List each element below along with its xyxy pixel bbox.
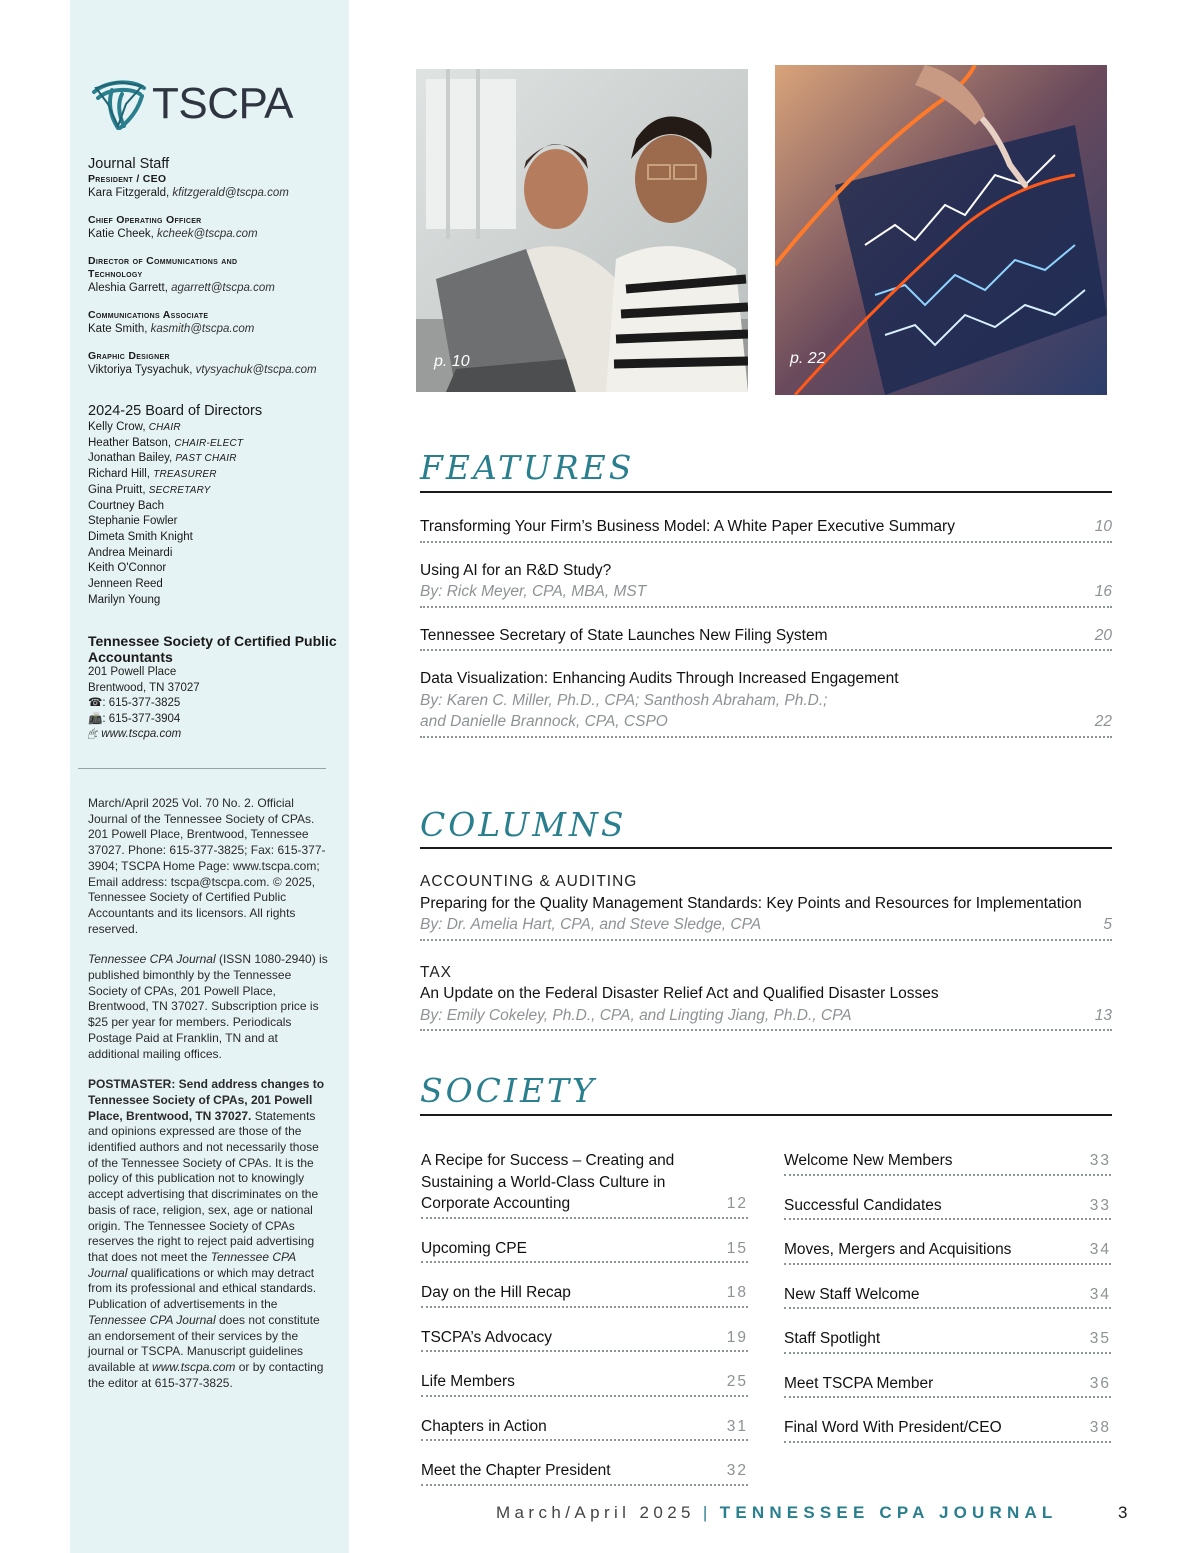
staff-role: Graphic Designer	[88, 350, 170, 362]
toc-entry[interactable]	[420, 871, 1112, 941]
staff-email[interactable]: vtysyachuk@tscpa.com	[195, 364, 317, 376]
footer-separator: |	[702, 1503, 712, 1522]
toc-entry[interactable]	[421, 1238, 748, 1264]
toc-entry[interactable]	[784, 1239, 1111, 1265]
entry-byline: By: Dr. Amelia Hart, CPA, and Steve Sledge, CPA	[420, 916, 762, 933]
board-member	[88, 593, 346, 609]
entry-page: 5	[1103, 916, 1112, 933]
entry-page: 25	[726, 1373, 748, 1390]
feature-photo-tablet-chart[interactable]	[775, 65, 1107, 395]
features-heading: FEATURES	[420, 448, 635, 487]
board-member-title: SECRETARY	[148, 484, 211, 496]
entry-page: 20	[1094, 626, 1112, 644]
board-member-name: Marilyn Young	[88, 593, 161, 606]
website-link[interactable]: 🖱: www.tscpa.com	[88, 728, 182, 741]
board-list	[88, 420, 346, 608]
board-member-name: Richard Hill	[88, 468, 147, 481]
society-list-left	[421, 1150, 748, 1505]
entry-title: Tennessee Secretary of State Launches New Filing System	[420, 626, 828, 644]
staff-role: Chief Operating Officer	[88, 214, 202, 226]
toc-entry[interactable]	[420, 962, 1112, 1032]
legal-paragraph-2	[88, 952, 328, 1062]
board-member: Kelly Crow, CHAIR	[88, 421, 181, 433]
entry-page: 33	[1089, 1196, 1111, 1214]
feature-photo-women-laptop[interactable]	[416, 69, 748, 392]
board-member	[88, 499, 346, 515]
journal-name: Tennessee CPA Journal	[88, 952, 216, 967]
entry-page: 36	[1089, 1374, 1111, 1392]
entry-title: Life Members	[421, 1373, 515, 1390]
entry-title: Staff Spotlight	[784, 1330, 881, 1347]
entry-page: 38	[1089, 1419, 1111, 1436]
board-member: Jonathan Bailey, PAST CHAIR	[88, 452, 237, 465]
tscpa-logo-icon	[88, 74, 148, 134]
columns-list	[420, 871, 1112, 1031]
page-footer	[496, 1503, 1058, 1523]
entry-title: Welcome New Members	[784, 1152, 953, 1169]
toc-entry[interactable]	[421, 1416, 748, 1442]
journal-staff	[88, 156, 346, 391]
features-rule	[420, 491, 1112, 493]
photo-caption: p. 10	[434, 353, 470, 370]
entry-page: 12	[726, 1195, 748, 1212]
board-of-directors	[88, 403, 346, 608]
toc-entry[interactable]	[420, 516, 1112, 543]
entry-title: Transforming Your Firm’s Business Model: A White Paper Executive Summary	[420, 518, 955, 535]
staff-name: Katie Cheek	[88, 228, 151, 240]
board-heading: 2024-25 Board of Directors	[88, 403, 263, 419]
columns-rule	[420, 847, 1112, 849]
entry-page: 10	[1094, 518, 1112, 535]
entry-title: Meet TSCPA Member	[784, 1374, 934, 1392]
staff-name: Aleshia Garrett	[88, 282, 165, 294]
toc-entry[interactable]	[420, 668, 1112, 738]
entry-page: 34	[1089, 1241, 1111, 1258]
address-line-2: Brentwood, TN 37027	[88, 681, 200, 694]
journal-name: Tennessee CPA Journal	[88, 1249, 296, 1280]
entry-title: Preparing for the Quality Management Standards: Key Points and Resources for Implementation	[420, 894, 1082, 912]
entry-title: Day on the Hill Recap	[421, 1284, 571, 1301]
toc-entry[interactable]	[420, 625, 1112, 652]
board-member-name: Keith O'Connor	[88, 562, 167, 575]
board-member-title: TREASURER	[153, 469, 217, 481]
legal-text: Statements and opinions expressed are those of the identified authors and not necessarily those of the Tennessee Society of CPAs. It is the policy of this publication not to knowingly accept advertising that discriminates on the basis of race, religion, sex, age or national origin. The Tennessee Society of CPAs reserves the right to reject paid advertising that does not meet the	[88, 1108, 319, 1264]
staff-email[interactable]: agarrett@tscpa.com	[171, 282, 275, 294]
toc-entry[interactable]	[784, 1195, 1111, 1221]
staff-member: President / CEO Kara Fitzgerald, kfitzgerald@tscpa.com	[88, 173, 346, 201]
phone-number: ☎: 615-377-3825	[88, 697, 181, 710]
board-member-name: Jonathan Bailey	[88, 452, 169, 465]
board-member	[88, 577, 346, 593]
board-member	[88, 530, 346, 546]
entry-page: 16	[1094, 583, 1112, 600]
board-member-name: Heather Batson	[88, 436, 168, 449]
toc-entry[interactable]	[421, 1282, 748, 1308]
entry-byline-continued: and Danielle Brannock, CPA, CSPO	[420, 713, 668, 730]
issue-date: March/April 2025	[496, 1503, 695, 1522]
staff-email[interactable]: kcheek@tscpa.com	[157, 228, 258, 240]
staff-member: Graphic Designer Viktoriya Tysyachuk, vtysyachuk@tscpa.com	[88, 350, 346, 378]
fax-number: 📠: 615-377-3904	[88, 712, 181, 725]
address-line-1: 201 Powell Place	[88, 666, 177, 678]
toc-entry[interactable]	[784, 1150, 1111, 1176]
toc-entry[interactable]	[420, 560, 1112, 608]
postmaster-notice: POSTMASTER: Send address changes to Tennessee Society of CPAs, 201 Powell Place, Brentwood, TN 37027.	[88, 1077, 325, 1123]
entry-title: Using AI for an R&D Study?	[420, 561, 612, 579]
board-member: Heather Batson, CHAIR-ELECT	[88, 436, 244, 449]
toc-entry[interactable]	[421, 1327, 748, 1353]
society-rule	[420, 1114, 1112, 1116]
entry-title: Final Word With President/CEO	[784, 1419, 1002, 1436]
toc-entry[interactable]	[421, 1460, 748, 1486]
entry-title: New Staff Welcome	[784, 1285, 920, 1303]
entry-page: 33	[1089, 1152, 1111, 1169]
society-name: Tennessee Society of Certified Public Accountants	[88, 633, 337, 665]
entry-title: TSCPA’s Advocacy	[421, 1328, 552, 1346]
board-member-title: PAST CHAIR	[175, 453, 237, 465]
board-member-title: CHAIR-ELECT	[174, 437, 244, 449]
toc-entry[interactable]	[784, 1328, 1111, 1354]
staff-name: Kate Smith	[88, 323, 145, 335]
staff-role: Director of Communications and Technology	[88, 255, 238, 280]
board-member-name: Dimeta Smith Knight	[88, 530, 193, 543]
board-member	[88, 561, 346, 577]
toc-entry[interactable]	[784, 1417, 1111, 1443]
staff-role: President / CEO	[88, 173, 167, 185]
legal-paragraph-1: March/April 2025 Vol. 70 No. 2. Official Journal of the Tennessee Society of CPAs. 201 Powell Place, Brentwood, Tennessee 37027. Phone: 615-377-3825; Fax: 615-377-3904; TSCPA Home Page: www.tscpa.com; Email address: tscpa@tscpa.com. © 2025, Tennessee Society of Certified Public Accountants and its licensors. All rights reserved.	[88, 796, 326, 936]
society-contact	[88, 633, 346, 743]
staff-name: Kara Fitzgerald	[88, 187, 166, 199]
toc-entry[interactable]	[421, 1371, 748, 1397]
board-member	[88, 546, 346, 562]
board-member-name: Kelly Crow	[88, 421, 143, 433]
logo-text: TSCPA	[152, 79, 293, 128]
website-link[interactable]: www.tscpa.com	[152, 1359, 236, 1374]
staff-heading: Journal Staff	[88, 156, 170, 172]
entry-page: 31	[726, 1417, 748, 1435]
columns-heading: COLUMNS	[420, 805, 627, 844]
society-list-right	[784, 1150, 1111, 1462]
page-number: 3	[1118, 1503, 1128, 1522]
entry-title: Chapters in Action	[421, 1417, 547, 1435]
board-member: Richard Hill, TREASURER	[88, 468, 217, 481]
legal-text: (ISSN 1080-2940) is published bimonthly by the Tennessee Society of CPAs, 201 Powell Place, Brentwood, TN 37027. Subscription price is $25 per year for members. Periodicals Postage Paid at Franklin, TN and at additional mailing offices.	[88, 952, 328, 1061]
toc-entry[interactable]	[784, 1373, 1111, 1399]
entry-title: Moves, Mergers and Acquisitions	[784, 1241, 1012, 1258]
entry-title: An Update on the Federal Disaster Relief Act and Qualified Disaster Losses	[420, 985, 939, 1002]
society-heading: SOCIETY	[420, 1071, 597, 1110]
features-list	[420, 516, 1112, 738]
toc-entry[interactable]	[421, 1150, 748, 1219]
board-member-name: Gina Pruitt	[88, 483, 143, 496]
journal-name: Tennessee CPA Journal	[88, 1312, 216, 1327]
board-member-name: Andrea Meinardi	[88, 546, 173, 559]
staff-name: Viktoriya Tysyachuk	[88, 364, 190, 376]
column-category: ACCOUNTING & AUDITING	[420, 873, 638, 890]
staff-email[interactable]: kasmith@tscpa.com	[150, 323, 255, 335]
tscpa-logo[interactable]	[88, 74, 293, 134]
legal-notice	[88, 796, 328, 1406]
journal-title: TENNESSEE CPA JOURNAL	[719, 1503, 1058, 1522]
staff-email[interactable]: kfitzgerald@tscpa.com	[172, 187, 289, 199]
entry-byline: By: Emily Cokeley, Ph.D., CPA, and Lingting Jiang, Ph.D., CPA	[420, 1006, 852, 1024]
entry-title: Meet the Chapter President	[421, 1462, 611, 1479]
column-category: TAX	[420, 963, 452, 981]
entry-page: 15	[726, 1239, 748, 1257]
legal-paragraph-3	[88, 1077, 328, 1391]
entry-title: Successful Candidates	[784, 1196, 942, 1214]
board-member	[88, 514, 346, 530]
legal-text: or by contacting the editor at 615-377-3825.	[88, 1359, 324, 1390]
entry-page: 22	[1094, 713, 1112, 730]
board-member: Gina Pruitt, SECRETARY	[88, 483, 211, 496]
toc-entry[interactable]	[784, 1284, 1111, 1310]
board-member-name: Courtney Bach	[88, 499, 165, 512]
entry-page: 18	[726, 1284, 748, 1301]
entry-title: Data Visualization: Enhancing Audits Through Increased Engagement	[420, 670, 899, 687]
staff-role: Communications Associate	[88, 309, 209, 321]
entry-page: 32	[726, 1462, 748, 1479]
board-member-name: Stephanie Fowler	[88, 515, 178, 528]
legal-text: qualifications or which may detract from its professional and ethical standards. Publication of advertisements in the	[88, 1265, 317, 1312]
entry-page: 13	[1094, 1006, 1112, 1024]
staff-member: Chief Operating Officer Katie Cheek, kcheek@tscpa.com	[88, 214, 346, 242]
tablet-photo-illustration	[775, 65, 1107, 395]
sidebar-divider	[78, 768, 326, 769]
staff-member: Communications Associate Kate Smith, kasmith@tscpa.com	[88, 309, 346, 337]
photo-caption: p. 22	[790, 350, 826, 367]
legal-text: does not constitute an endorsement of their services by the journal or TSCPA. Manuscript guidelines available at	[88, 1312, 320, 1374]
entry-byline: By: Rick Meyer, CPA, MBA, MST	[420, 583, 647, 600]
entry-page: 19	[726, 1328, 748, 1346]
entry-title: A Recipe for Success – Creating and Sustaining a World-Class Culture in Corporate Accounting	[421, 1152, 675, 1212]
office-photo-illustration	[416, 69, 748, 392]
sidebar	[70, 0, 349, 1553]
board-member-title: CHAIR	[148, 422, 181, 433]
entry-page: 34	[1089, 1285, 1111, 1303]
board-member-name: Jenneen Reed	[88, 578, 163, 591]
entry-page: 35	[1089, 1330, 1111, 1347]
entry-byline: By: Karen C. Miller, Ph.D., CPA; Santhosh Abraham, Ph.D.;	[420, 691, 828, 709]
entry-title: Upcoming CPE	[421, 1239, 527, 1257]
staff-member: Director of Communications and Technology Aleshia Garrett, agarrett@tscpa.com	[88, 255, 346, 296]
